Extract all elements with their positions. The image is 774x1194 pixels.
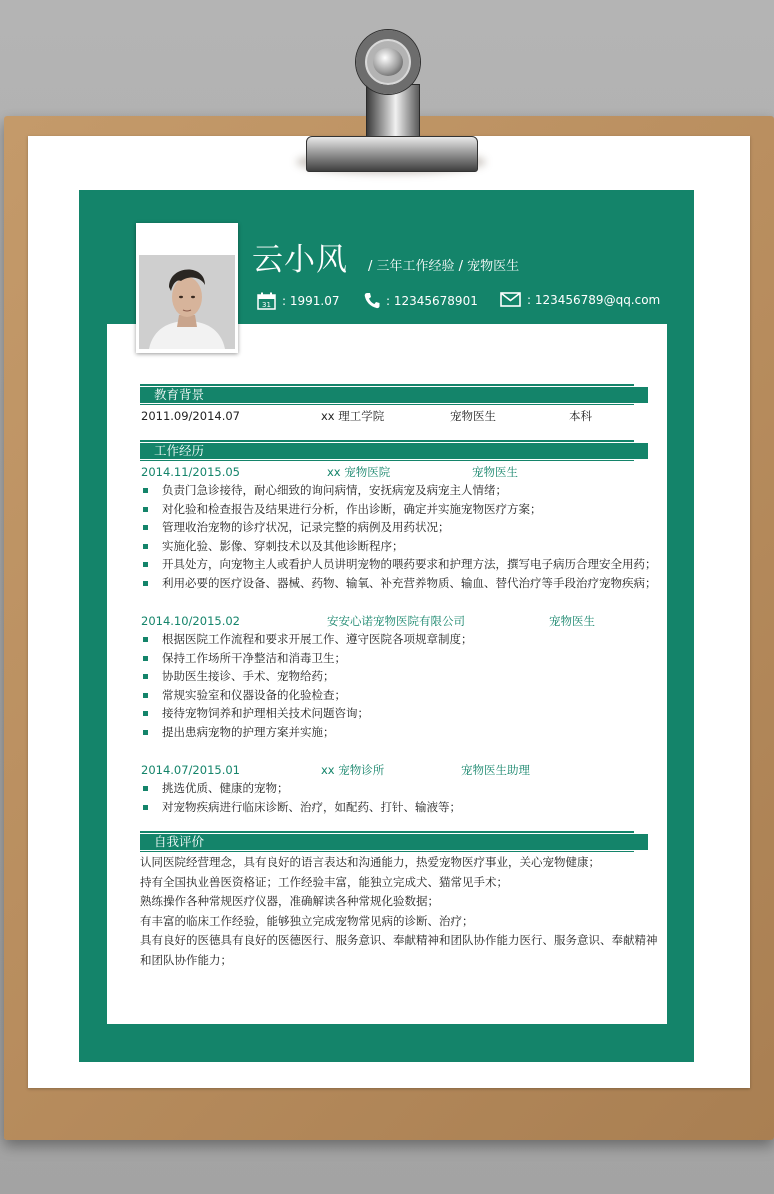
phone-info <box>364 292 478 309</box>
paragraph-line: 具有良好的医德具有良好的医德医行、服务意识、奉献精神和团队协作能力医行、服务意识、奉献精神 <box>140 933 658 947</box>
list-item: 保持工作场所干净整洁和消毒卫生； <box>141 649 473 668</box>
candidate-name: 云小风 <box>252 242 348 278</box>
job-company: xx 宠物诊所 <box>321 763 385 777</box>
job-date: 2014.07/2015.01 <box>141 763 240 777</box>
mail-icon <box>500 292 521 307</box>
job-duties <box>141 630 473 742</box>
email-info <box>500 292 660 307</box>
list-item: 负责门急诊接待，耐心细致的询问病情，安抚病宠及病宠主人情绪； <box>141 481 657 500</box>
birth-date: : 1991.07 <box>282 294 340 308</box>
profile-photo-frame <box>136 223 238 353</box>
email-address: : 123456789@qq.com <box>527 292 661 307</box>
list-item: 利用必要的医疗设备、器械、药物、输氧、补充营养物质、输血、替代治疗等手段治疗宠物疾病； <box>141 574 657 593</box>
job-title: 宠物医生 <box>472 465 518 479</box>
calendar-icon <box>257 292 276 310</box>
phone-number: : 12345678901 <box>386 293 478 308</box>
paragraph-line: 和团队协作能力； <box>140 952 232 967</box>
list-item: 管理收治宠物的诊疗状况，记录完整的病例及用药状况； <box>141 518 657 537</box>
list-item: 对化验和检查报告及结果进行分析，作出诊断，确定并实施宠物医疗方案； <box>141 500 657 519</box>
phone-icon <box>364 292 380 309</box>
paragraph-line: 认同医院经营理念，具有良好的语言表达和沟通能力，热爱宠物医疗事业，关心宠物健康； <box>140 855 600 869</box>
section-self-evaluation <box>140 831 648 849</box>
education-date: 2011.09/2014.07 <box>141 409 240 423</box>
list-item: 挑选优质、健康的宠物； <box>141 779 461 798</box>
list-item: 提出患病宠物的护理方案并实施； <box>141 723 473 742</box>
birth-info <box>257 292 339 310</box>
self-evaluation-text <box>140 853 658 970</box>
candidate-subtitle: / 三年工作经验 / 宠物医生 <box>368 259 520 274</box>
list-item: 对宠物疾病进行临床诊断、治疗，如配药、打针、输液等； <box>141 798 461 817</box>
job-company: 安安心诺宠物医院有限公司 <box>327 614 465 628</box>
section-title: 工作经历 <box>154 443 205 458</box>
job-duties <box>141 481 657 593</box>
list-item: 根据医院工作流程和要求开展工作、遵守医院各项规章制度； <box>141 630 473 649</box>
job-date: 2014.10/2015.02 <box>141 614 240 628</box>
list-item: 实施化验、影像、穿刺技术以及其他诊断程序； <box>141 537 657 556</box>
paragraph-line: 持有全国执业兽医资格证；工作经验丰富，能独立完成犬、猫常见手术； <box>140 874 508 889</box>
list-item: 开具处方，向宠物主人或看护人员讲明宠物的喂药要求和护理方法，撰写电子病历合理安全用药； <box>141 555 657 574</box>
list-item: 接待宠物饲养和护理相关技术问题咨询； <box>141 704 473 723</box>
section-title: 教育背景 <box>154 387 205 402</box>
job-date: 2014.11/2015.05 <box>141 465 240 479</box>
list-item: 协助医生接诊、手术、宠物给药； <box>141 667 473 686</box>
clip-bolt <box>373 48 403 76</box>
section-title: 自我评价 <box>154 834 205 849</box>
section-education <box>140 384 648 402</box>
education-school: xx 理工学院 <box>321 409 385 423</box>
job-title: 宠物医生 <box>549 614 595 628</box>
avatar <box>139 255 235 349</box>
clip-base <box>306 136 478 172</box>
job-title: 宠物医生助理 <box>461 763 530 777</box>
list-item: 常规实验室和仪器设备的化验检查； <box>141 686 473 705</box>
education-major: 宠物医生 <box>450 409 496 423</box>
education-degree: 本科 <box>569 409 592 423</box>
job-duties <box>141 779 461 816</box>
calendar-day-text: 31 <box>262 301 271 309</box>
paragraph-line: 有丰富的临床工作经验，能够独立完成宠物常见病的诊断、治疗； <box>140 913 474 928</box>
job-company: xx 宠物医院 <box>327 465 391 479</box>
paragraph-line: 熟练操作各种常规医疗仪器，准确解读各种常规化验数据； <box>140 894 439 908</box>
section-work <box>140 440 648 458</box>
